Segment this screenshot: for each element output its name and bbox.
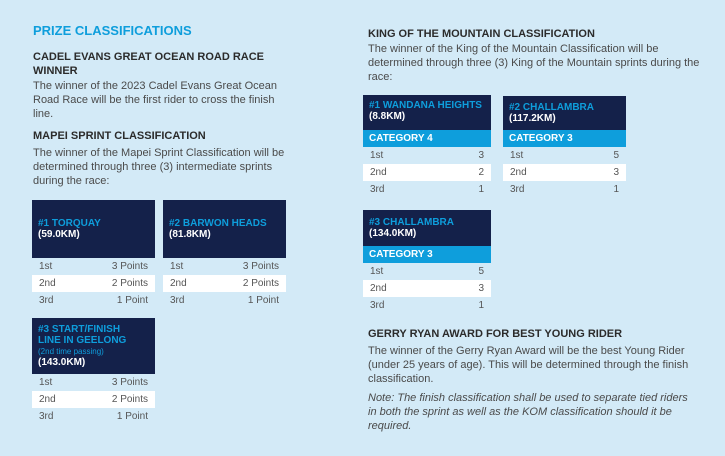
sprint-name: #2 BARWON HEADS: [169, 218, 267, 229]
sprint-note: (2nd time passing): [38, 347, 104, 356]
table-row: [363, 181, 491, 198]
note-text: Note: The finish classification shall be used to separate tied riders in both the sprint as well as the KOM classification should it be required.: [368, 392, 688, 432]
points: 3: [478, 283, 484, 294]
place: 2nd: [370, 283, 387, 294]
place: 2nd: [510, 167, 527, 178]
points: 2 Points: [111, 394, 148, 405]
place: 1st: [39, 377, 53, 388]
sprint-distance: (81.8KM): [169, 229, 211, 240]
place: 3rd: [170, 295, 185, 306]
place: 1st: [510, 150, 524, 161]
kom-text: The winner of the King of the Mountain Classification will be determined through three (3) King of the Mountain sprints during the race:: [368, 43, 700, 83]
kom-distance: (134.0KM): [369, 228, 417, 239]
points: 3: [613, 167, 619, 178]
sprint-text: The winner of the Mapei Sprint Classification will be determined through three (3) intermediate sprints during the race:: [33, 147, 285, 187]
table-row: [503, 147, 626, 164]
sprint-distance: (143.0KM): [38, 357, 86, 368]
kom-distance: (117.2KM): [509, 113, 556, 124]
points: 3 Points: [111, 261, 148, 272]
sprint-card-3: [32, 318, 155, 425]
table-row: [503, 164, 626, 181]
young-rider-text: The winner of the Gerry Ryan Award will be the best Young Rider (under 25 years of age). This will be determined through the finish classification.: [368, 345, 689, 385]
kom-name: #3 CHALLAMBRA: [369, 217, 454, 228]
place: 2nd: [370, 167, 387, 178]
place: 2nd: [39, 394, 56, 405]
table-row: [32, 275, 155, 292]
place: 3rd: [39, 411, 54, 422]
table-row: [32, 292, 155, 309]
table-row: [163, 292, 286, 309]
kom-name: #2 CHALLAMBRA: [509, 102, 594, 113]
place: 3rd: [370, 184, 385, 195]
table-row: [503, 181, 626, 198]
winner-heading: CADEL EVANS GREAT OCEAN ROAD RACE WINNER: [33, 51, 265, 77]
sprint-name: #3 START/FINISH LINE IN GEELONG: [38, 324, 127, 346]
points: 2 Points: [242, 278, 279, 289]
points: 2 Points: [111, 278, 148, 289]
page-title: PRIZE CLASSIFICATIONS: [33, 23, 192, 38]
place: 1st: [370, 266, 384, 277]
kom-category: CATEGORY 3: [363, 246, 491, 263]
place: 2nd: [39, 278, 56, 289]
kom-category: CATEGORY 3: [503, 130, 626, 147]
kom-category: CATEGORY 4: [363, 130, 491, 147]
table-row: [32, 408, 155, 425]
sprint-heading: MAPEI SPRINT CLASSIFICATION: [33, 130, 206, 142]
kom-distance: (8.8KM): [369, 111, 406, 122]
sprint-distance: (59.0KM): [38, 229, 80, 240]
table-row: [363, 280, 491, 297]
table-row: [363, 263, 491, 280]
young-rider-heading: GERRY RYAN AWARD FOR BEST YOUNG RIDER: [368, 328, 623, 340]
kom-card-3: [363, 210, 491, 314]
place: 1st: [170, 261, 184, 272]
points: 1: [613, 184, 619, 195]
winner-text: The winner of the 2023 Cadel Evans Great Ocean Road Race will be the first rider to cross the finish line.: [33, 80, 277, 120]
place: 2nd: [170, 278, 187, 289]
table-row: [363, 297, 491, 314]
points: 1: [478, 300, 484, 311]
place: 1st: [39, 261, 53, 272]
points: 1 Point: [116, 295, 148, 306]
place: 3rd: [39, 295, 54, 306]
points: 1: [478, 184, 484, 195]
place: 3rd: [370, 300, 385, 311]
kom-card-1: [363, 95, 491, 198]
points: 3 Points: [111, 377, 148, 388]
kom-name: #1 WANDANA HEIGHTS: [369, 100, 482, 111]
points: 5: [613, 150, 619, 161]
table-row: [363, 164, 491, 181]
points: 3 Points: [242, 261, 279, 272]
table-row: [163, 258, 286, 275]
points: 3: [478, 150, 484, 161]
table-row: [32, 391, 155, 408]
points: 2: [478, 167, 484, 178]
kom-heading: KING OF THE MOUNTAIN CLASSIFICATION: [368, 28, 595, 40]
table-row: [363, 147, 491, 164]
kom-card-2: [503, 96, 626, 198]
points: 1 Point: [116, 411, 148, 422]
table-row: [32, 374, 155, 391]
place: 3rd: [510, 184, 525, 195]
place: 1st: [370, 150, 384, 161]
table-row: [32, 258, 155, 275]
points: 1 Point: [247, 295, 279, 306]
sprint-card-2: [163, 200, 286, 309]
points: 5: [478, 266, 484, 277]
sprint-card-1: [32, 200, 155, 309]
table-row: [163, 275, 286, 292]
sprint-name: #1 TORQUAY: [38, 218, 101, 229]
